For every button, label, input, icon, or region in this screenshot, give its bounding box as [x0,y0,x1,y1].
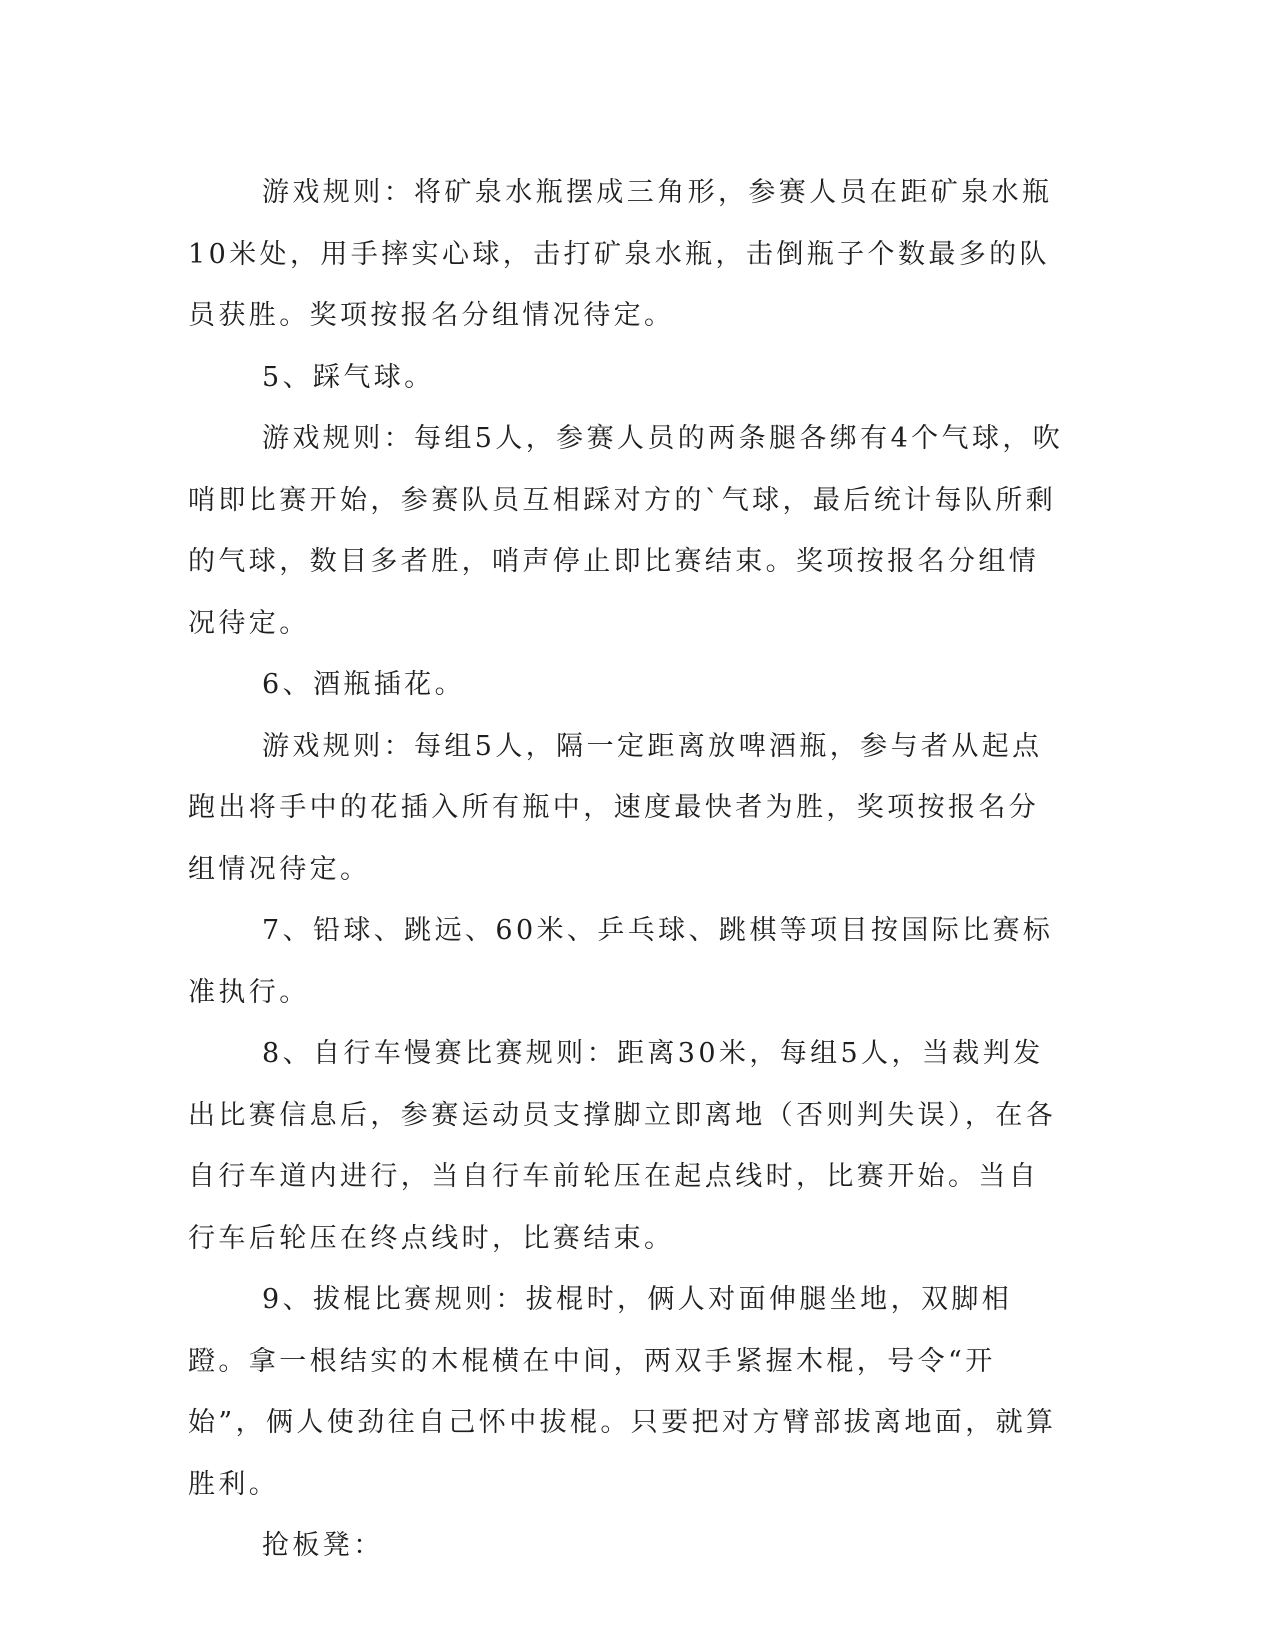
heading-balloon-stomp: 5、踩气球。 [262,361,435,393]
paragraph-stick-pull-rules: 9、拔棍比赛规则：拔棍时，俩人对面伸腿坐地，双脚相蹬。拿一根结实的木棍横在中间，两双手紧握木棍，号令“开始”，俩人使劲往自己怀中拔棍。只要把对方臂部拔离地面，就算胜利。 [188,1284,1057,1500]
heading-bottle-flowers: 6、酒瓶插花。 [262,669,465,700]
paragraph-bottle-rules: 游戏规则：将矿泉水瓶摆成三角形，参赛人员在距矿泉水瓶10米处，用手摔实心球，击打矿泉水瓶，击倒瓶子个数最多的队员获胜。奖项按报名分组情况待定。 [188,177,1053,331]
paragraph-balloon-rules: 游戏规则：每组5人，参赛人员的两条腿各绑有4个气球，吹哨即比赛开始，参赛队员互相踩对方的`气球，最后统计每队所剩的气球，数目多者胜，哨声停止即比赛结束。奖项按报名分组情况待定。 [188,423,1064,639]
paragraph-standard-events: 7、铅球、跳远、60米、乒乓球、跳棋等项目按国际比赛标准执行。 [188,915,1054,1008]
heading-musical-chairs: 抢板凳： [262,1530,384,1561]
paragraph-flower-rules: 游戏规则：每组5人，隔一定距离放啤酒瓶，参与者从起点跑出将手中的花插入所有瓶中，速度最快者为胜，奖项按报名分组情况待定。 [188,730,1043,885]
document-body [188,162,1068,1577]
paragraph-slow-bike-rules: 8、自行车慢赛比赛规则：距离30米，每组5人，当裁判发出比赛信息后，参赛运动员支撑脚立即离地（否则判失误），在各自行车道内进行，当自行车前轮压在起点线时，比赛开始。当自行车后轮压在终点线时，比赛结束。 [188,1038,1057,1254]
